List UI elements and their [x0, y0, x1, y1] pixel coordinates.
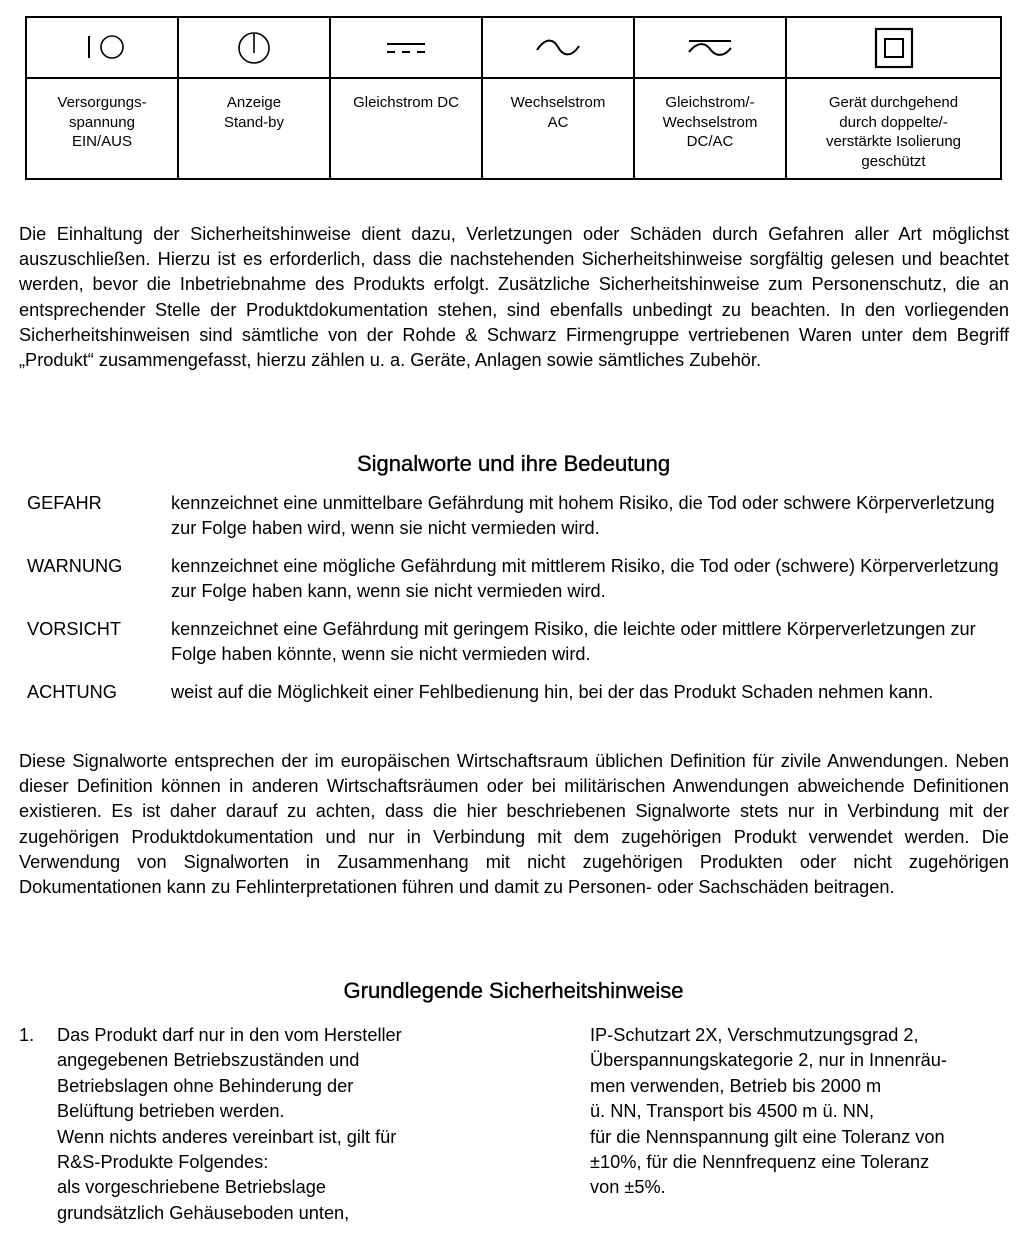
symbol-label-line: Stand-by — [223, 113, 285, 131]
direct-current-icon — [381, 28, 431, 68]
symbol-label-line: Wechselstrom — [662, 113, 758, 131]
symbol-label-line: Versorgungs- — [57, 94, 147, 111]
item-text-line: für die Nennspannung gilt eine Toleranz von — [590, 1126, 945, 1147]
standby-icon — [234, 28, 274, 68]
item-text-line: men verwenden, Betrieb bis 2000 m — [590, 1075, 882, 1096]
signal-word-description: kennzeichnet eine mögliche Gefährdung mit mittlerem Risiko, die Tod oder (schwere) Körperverletzung zur Folge haben kann, wenn sie nicht vermieden wird. — [171, 556, 999, 602]
symbol-label-line: durch doppelte/- — [839, 113, 948, 131]
alternating-current-icon — [533, 28, 583, 68]
item-text-line: Belüftung betrieben werden. — [57, 1101, 285, 1122]
symbol-label-cell — [178, 78, 330, 179]
symbol-label-cell — [634, 78, 786, 179]
double-insulation-icon — [872, 26, 916, 70]
symbol-label-line: Anzeige — [226, 94, 282, 111]
item-text-line: grundsätzlich Gehäuseboden unten, — [57, 1202, 350, 1223]
symbol-cell — [26, 17, 178, 78]
power-on-off-icon — [67, 28, 137, 68]
symbol-label-line: Wechselstrom — [510, 94, 606, 111]
signal-word-description: kennzeichnet eine Gefährdung mit geringem Risiko, die leichte oder mittlere Körperverletzungen zur Folge haben könnte, wenn sie nicht vermieden wird. — [171, 619, 976, 665]
item-text-right-column — [590, 1023, 1015, 1201]
symbol-table — [25, 16, 1002, 180]
signal-word-description: kennzeichnet eine unmittelbare Gefährdung mit hohem Risiko, die Tod oder schwere Körperverletzung zur Folge haben wird, wenn sie nicht vermieden wird. — [171, 493, 995, 539]
symbol-cell — [330, 17, 482, 78]
dc-ac-current-icon — [685, 28, 735, 68]
symbol-label-line: geschützt — [861, 152, 926, 170]
symbol-label-line: DC/AC — [686, 133, 734, 150]
signal-word: WARNUNG — [27, 556, 123, 576]
symbol-cell — [482, 17, 634, 78]
signal-words-heading: Signalworte und ihre Bedeutung — [356, 451, 671, 476]
item-text-line: ü. NN, Transport bis 4500 m ü. NN, — [590, 1101, 875, 1122]
item-text-line: von ±5%. — [590, 1177, 666, 1198]
signal-words-paragraph: Diese Signalworte entsprechen der im europäischen Wirtschaftsraum üblichen Definition für zivile Anwendungen. Neben dieser Definition können in anderen Wirtschaftsräumen oder bei militärischen Anwendungen abweichende Definitionen existieren. Es ist daher darauf zu achten, dass die hier beschriebenen Signalworte stets nur in Verbindung mit der zugehörigen Produktdokumentation und nur in Verbindung mit dem zugehörigen Produkt verwendet werden. Die Verwendung von Signalworten in Zusammenhang mit nicht zugehörigen Produkten oder nicht zugehörigen Dokumentationen kann zu Fehlinterpretationen führen und damit zu Personen- oder Sachschäden beitragen. — [19, 751, 1009, 898]
item-text-line: Das Produkt darf nur in den vom Hersteller — [57, 1025, 402, 1045]
item-text-left-column — [57, 1023, 487, 1226]
list-item-number: 1. — [19, 1025, 35, 1045]
item-text-line: ±10%, für die Nennfrequenz eine Toleranz — [590, 1152, 930, 1173]
item-text-line: R&S-Produkte Folgendes: — [57, 1152, 269, 1173]
signal-word: VORSICHT — [27, 619, 121, 639]
signal-word: GEFAHR — [27, 493, 102, 513]
symbol-label-cell — [482, 78, 634, 179]
symbol-icon-row — [26, 17, 1001, 78]
signal-word-description: weist auf die Möglichkeit einer Fehlbedienung hin, bei der das Produkt Schaden nehmen kann. — [171, 682, 934, 702]
symbol-cell — [634, 17, 786, 78]
intro-paragraph: Die Einhaltung der Sicherheitshinweise dient dazu, Verletzungen oder Schäden durch Gefahren aller Art möglichst auszuschließen. Hierzu ist es erforderlich, dass die nachstehenden Sicherheitshinweise sorgfältig gelesen und beachtet werden, bevor die Inbetriebnahme des Produkts erfolgt. Zusätzliche Sicherheitshinweise zum Personenschutz, die an entsprechender Stelle der Produktdokumentation stehen, sind ebenfalls unbedingt zu beachten. In den vorliegenden Sicherheitshinweisen sind sämtliche von der Rohde & Schwarz Firmengruppe vertriebenen Waren unter dem Begriff „Produkt“ zusammengefasst, hierzu zählen u. a. Geräte, Anlagen sowie sämtliches Zubehör. — [19, 224, 1009, 371]
symbol-label-cell — [786, 78, 1001, 179]
symbol-cell — [178, 17, 330, 78]
item-text-line: als vorgeschriebene Betriebslage — [57, 1177, 326, 1198]
item-text-line: IP-Schutzart 2X, Verschmutzungsgrad 2, — [590, 1025, 919, 1045]
symbol-label-line: verstärkte Isolierung — [825, 133, 962, 150]
symbol-label-line: Gleichstrom/- — [665, 94, 755, 111]
basic-safety-heading: Grundlegende Sicherheitshinweise — [343, 978, 684, 1003]
item-text-line: Überspannungskategorie 2, nur in Innenräu- — [590, 1050, 947, 1071]
symbol-label-cell — [26, 78, 178, 179]
item-text-line: angegebenen Betriebszuständen und — [57, 1050, 360, 1071]
symbol-label-cell — [330, 78, 482, 179]
symbol-label-row — [26, 78, 1001, 179]
symbol-label-line: Gleichstrom DC — [353, 94, 459, 111]
item-text-line: Betriebslagen ohne Behinderung der — [57, 1075, 354, 1096]
symbol-label-line: AC — [547, 113, 569, 131]
signal-word: ACHTUNG — [27, 682, 117, 702]
symbol-label-line: spannung — [69, 113, 135, 131]
symbol-label-line: Gerät durchgehend — [828, 94, 959, 111]
item-text-line: Wenn nichts anderes vereinbart ist, gilt für — [57, 1126, 397, 1147]
symbol-cell — [786, 17, 1001, 78]
symbol-label-line: EIN/AUS — [71, 133, 132, 150]
